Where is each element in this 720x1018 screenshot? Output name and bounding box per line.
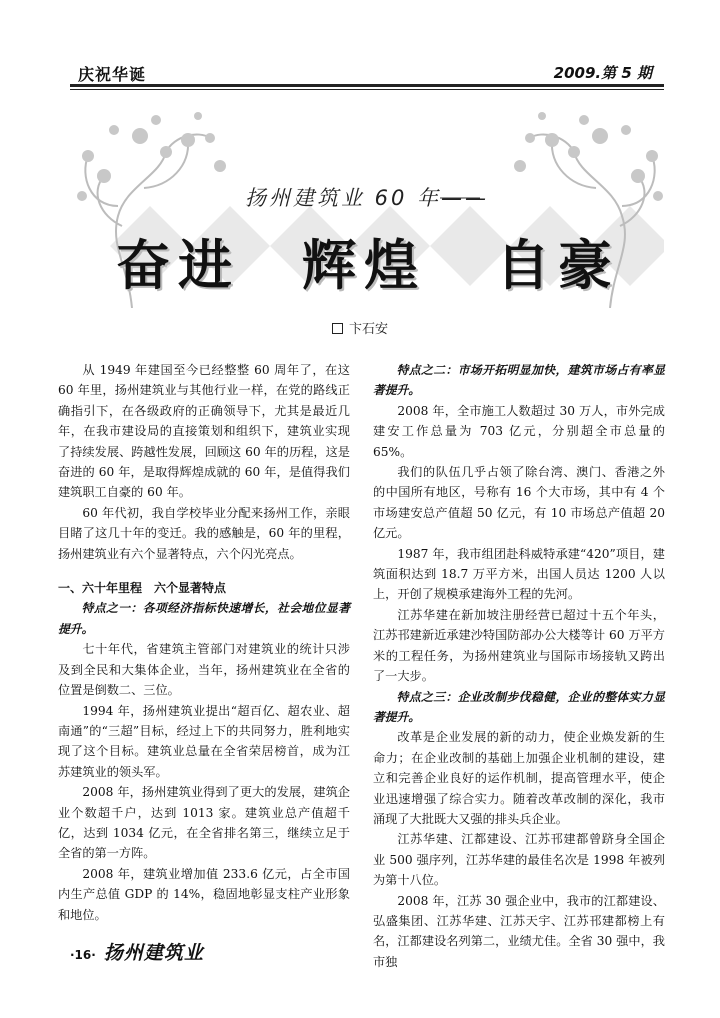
- title-word-2: 辉煌: [302, 233, 426, 297]
- paragraph: 改革是企业发展的新的动力，使企业焕发新的生命力；在企业改制的基础上加强企业机制的建设，建立和完善企业良好的运作机制，提高管理水平，使企业迅速增强了综合实力。随着改革改制的深化，我市涌现了大批既大又强的排头兵企业。: [373, 730, 665, 826]
- square-bullet-icon: [332, 323, 343, 334]
- paragraph: 2008 年，全市施工人数超过 30 万人，市外完成建安工作总量为 703 亿元，分别超全市总量的 65%。: [373, 403, 665, 459]
- section-label: 庆祝华诞: [78, 65, 147, 84]
- left-column: [58, 360, 350, 925]
- paragraph: 七十年代，省建筑主管部门对建筑业的统计只涉及到全民和大集体企业，当年，扬州建筑业在全省的位置是倒数二、三位。: [58, 642, 350, 698]
- paragraph: 1987 年，我市组团赴科威特承建“420”项目，建筑面积达到 18.7 万平方米，出国人员达 1200 人以上，开创了规模承建海外工程的先河。: [373, 546, 665, 602]
- point-heading: 特点之一：各项经济指标快速增长，社会地位显著提升。: [58, 601, 350, 636]
- byline: [0, 318, 720, 337]
- title-banner: [70, 96, 664, 308]
- header-rule-thin: [70, 89, 664, 90]
- issue-label: 2009.第 5 期: [553, 64, 652, 82]
- paragraph: 1994 年，扬州建筑业提出“超百亿、超农业、超南通”的“三超”目标，经过上下的共同努力，胜利地实现了这个目标。建筑业总量在全省荣居榜首，成为江苏建筑业的领头军。: [58, 703, 350, 779]
- header-rule-thick: [70, 84, 664, 87]
- paragraph: 60 年代初，我自学校毕业分配来扬州工作，亲眼目睹了这几十年的变迁。我的感触是，60 年的里程，扬州建筑业有六个显著特点，六个闪光亮点。: [58, 505, 350, 561]
- subtitle: 扬州建筑业 60 年——: [244, 186, 490, 210]
- point-heading: 特点之三：企业改制步伐稳健，企业的整体实力显著提升。: [373, 689, 665, 724]
- paragraph: 江苏华建、江都建设、江苏邗建都曾跻身全国企业 500 强序列，江苏华建的最佳名次是 1998 年被列为第十八位。: [373, 832, 665, 888]
- paragraph: 2008 年，建筑业增加值 233.6 亿元，占全市国内生产总值 GDP 的 14%，稳固地彰显支柱产业形象和地位。: [58, 866, 350, 922]
- title-word-3: 自豪: [496, 233, 620, 297]
- author-name: 卞石安: [348, 322, 388, 337]
- point-heading: 特点之二：市场开拓明显加快，建筑市场占有率显著提升。: [373, 363, 665, 398]
- page-number: ·16·: [70, 948, 96, 962]
- paragraph: 江苏华建在新加坡注册经营已超过十五个年头，江苏邗建新近承建沙特国防部办公大楼等计 60 万平方米的工程任务，为扬州建筑业与国际市场接轨又跨出了一大步。: [373, 607, 665, 684]
- section-heading: 一、六十年里程 六个显著特点: [58, 581, 227, 596]
- paragraph: 2008 年，扬州建筑业得到了更大的发展，建筑企业个数超千户，达到 1013 家。建筑业总产值超千亿，达到 1034 亿元，在全省排名第三，继续立足于全省的第一方阵。: [58, 785, 350, 861]
- paragraph: 从 1949 年建国至今已经整整 60 周年了，在这 60 年里，扬州建筑业与其他行业一样，在党的路线正确指引下，在各级政府的正确领导下，尤其是最近几年，在我市建设局的直接策划和组织下，建筑业实现了持续发展、跨越性发展，回顾这 60 年的历程，这是奋进的 60 年，是取得辉煌成就的 60 年，是值得我们建筑职工自豪的 60 年。: [58, 363, 350, 500]
- page-footer: [70, 938, 204, 965]
- publication-logo: 扬州建筑业: [103, 942, 204, 964]
- right-column: [373, 360, 665, 972]
- paragraph: 我们的队伍几乎占领了除台湾、澳门、香港之外的中国所有地区，号称有 16 个大市场，其中有 4 个市场建安总产值超 50 亿元，有 10 市场总产值超 20 亿元。: [373, 465, 665, 541]
- paragraph: 2008 年，江苏 30 强企业中，我市的江都建设、弘盛集团、江苏华建、江苏天宇、江苏邗建都榜上有名，江都建设名列第二，业绩尤佳。全省 30 强中，我市独: [373, 893, 665, 969]
- title-word-1: 奋进: [116, 233, 240, 297]
